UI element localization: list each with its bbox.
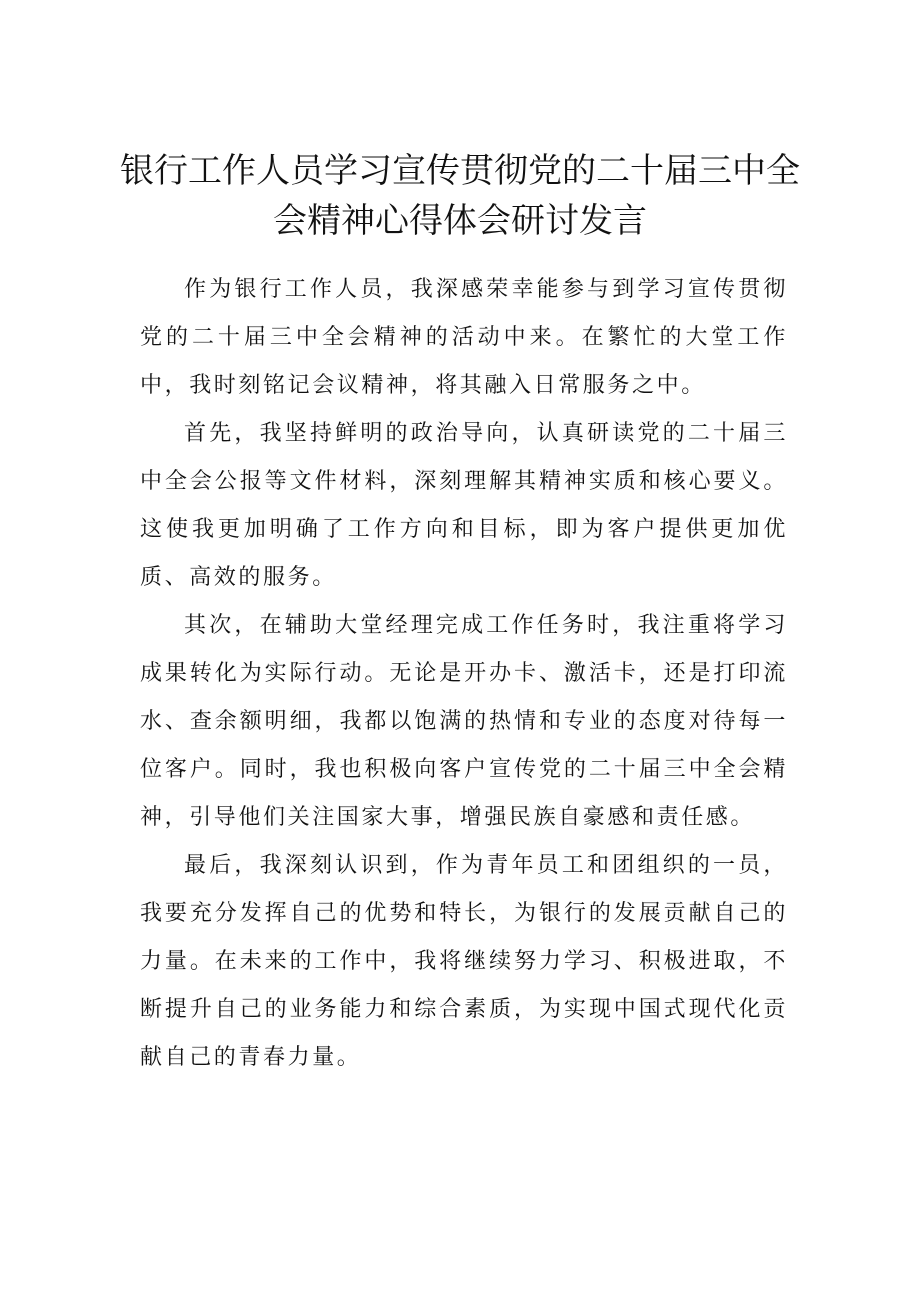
document-body xyxy=(140,266,788,1082)
paragraph-2: 首先，我坚持鲜明的政治导向，认真研读党的二十届三中全会公报等文件材料，深刻理解其精神实质和核心要义。这使我更加明确了工作方向和目标，即为客户提供更加优质、高效的服务。 xyxy=(140,421,788,590)
title-line-1: 银行工作人员学习宣传贯彻党的二十届三中全 xyxy=(120,151,800,191)
paragraph-1: 作为银行工作人员，我深感荣幸能参与到学习宣传贯彻党的二十届三中全会精神的活动中来。在繁忙的大堂工作中，我时刻铭记会议精神，将其融入日常服务之中。 xyxy=(140,277,788,398)
document-title xyxy=(120,146,800,246)
paragraph-4: 最后，我深刻认识到，作为青年员工和团组织的一员，我要充分发挥自己的优势和特长，为银行的发展贡献自己的力量。在未来的工作中，我将继续努力学习、积极进取，不断提升自己的业务能力和综合素质，为实现中国式现代化贡献自己的青春力量。 xyxy=(140,853,788,1070)
title-line-2: 会精神心得体会研讨发言 xyxy=(273,201,647,241)
paragraph-3: 其次，在辅助大堂经理完成工作任务时，我注重将学习成果转化为实际行动。无论是开办卡、激活卡，还是打印流水、查余额明细，我都以饱满的热情和专业的态度对待每一位客户。同时，我也积极向客户宣传党的二十届三中全会精神，引导他们关注国家大事，增强民族自豪感和责任感。 xyxy=(140,613,788,830)
